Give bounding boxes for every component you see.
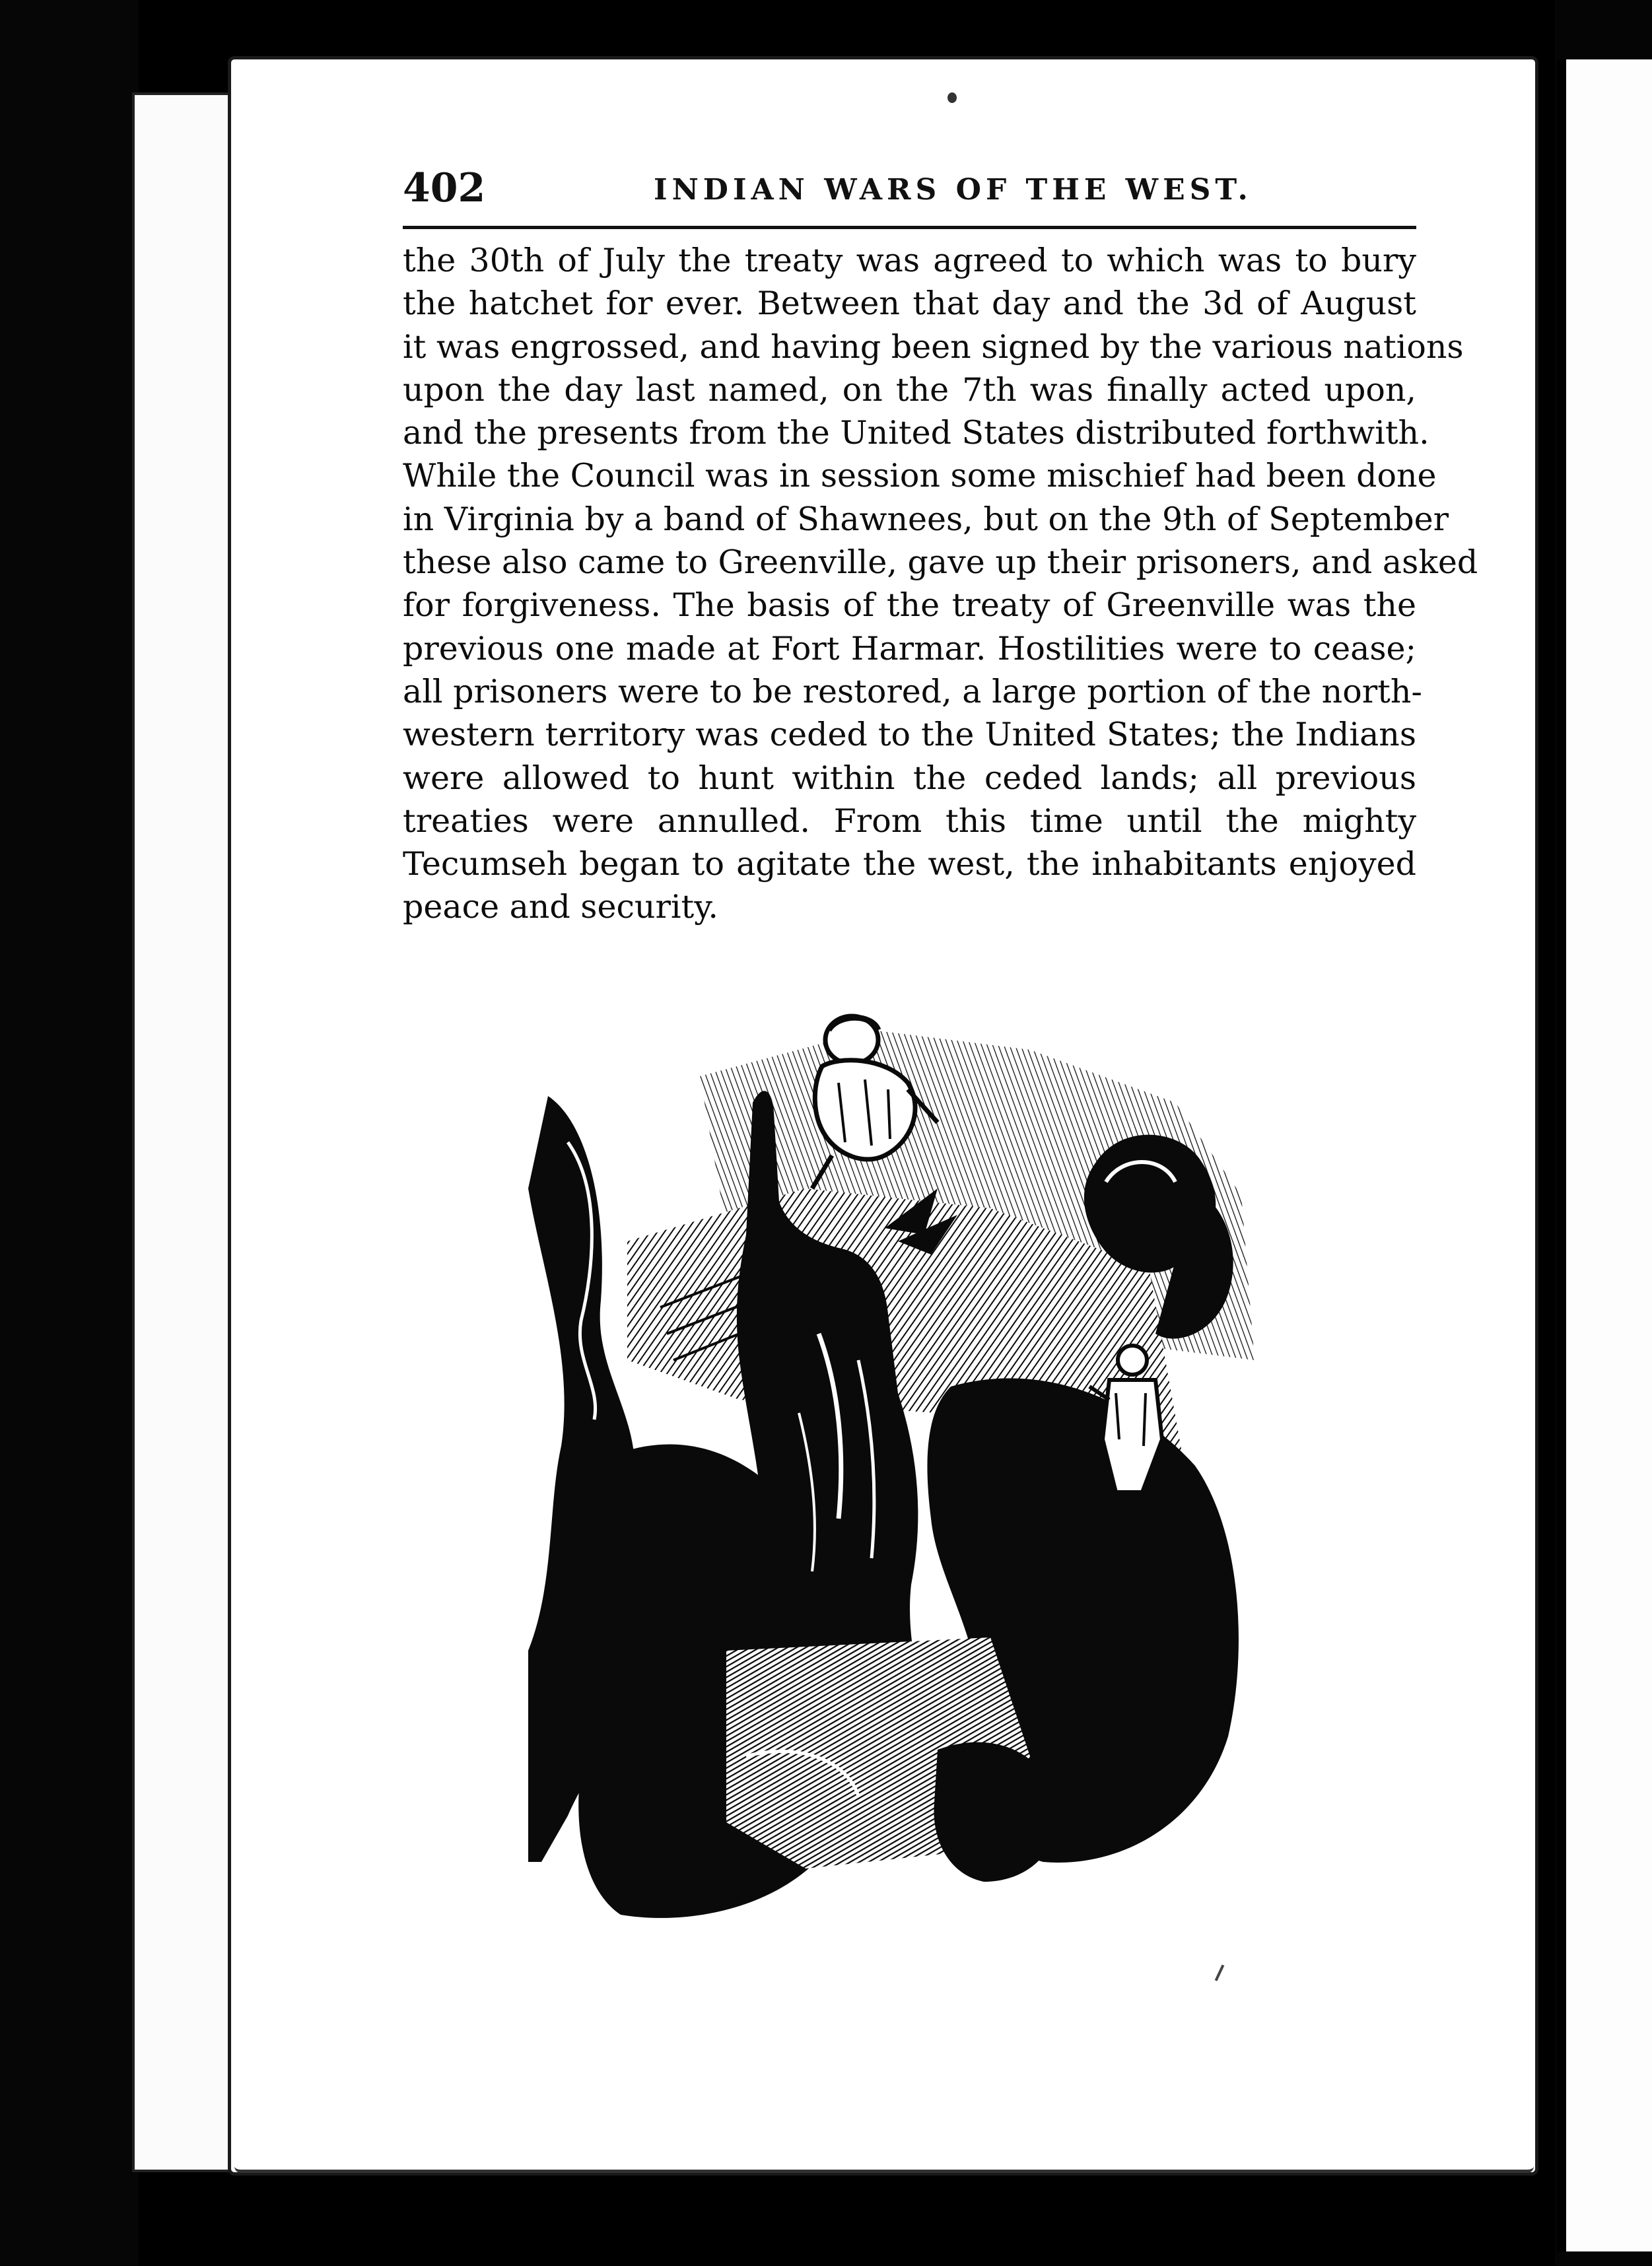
adjacent-page-edge — [1557, 59, 1652, 2251]
text-line: the hatchet for ever. Between that day and the 3d of August — [403, 285, 1416, 323]
page-bottom-edge — [234, 2159, 1534, 2173]
scan-background-left — [0, 0, 139, 2266]
text-line: Tecumseh began to agitate the west, the inhabitants enjoyed — [403, 845, 1416, 883]
text-line: previous one made at Fort Harmar. Hostilities were to cease; — [403, 629, 1416, 668]
running-title: INDIAN WARS OF THE WEST. — [654, 173, 1253, 207]
text-line: these also came to Greenville, gave up their prisoners, and asked — [403, 543, 1478, 582]
text-line: treaties were annulled. From this time until the mighty — [403, 802, 1416, 840]
text-line: all prisoners were to be restored, a large portion of the north- — [403, 672, 1422, 710]
text-line: western territory was ceded to the United States; the Indians — [403, 716, 1416, 754]
text-line: in Virginia by a band of Shawnees, but on the 9th of September — [403, 500, 1449, 538]
text-line: for forgiveness. The basis of the treaty of Greenville was the — [403, 586, 1416, 625]
body-paragraph — [403, 239, 1478, 929]
text-line: it was engrossed, and having been signed by the various nations — [403, 327, 1464, 366]
header-rule — [403, 226, 1416, 229]
text-line: upon the day last named, on the 7th was finally acted upon, — [403, 370, 1416, 409]
page-number: 402 — [403, 165, 486, 211]
text-line: and the presents from the United States distributed forthwith. — [403, 414, 1429, 452]
running-head — [403, 165, 1416, 221]
page-speck — [947, 92, 957, 103]
text-line: the 30th of July the treaty was agreed to which was to bury — [403, 242, 1416, 279]
text-line: peace and security. — [403, 888, 718, 926]
text-line: were allowed to hunt within the ceded lands; all previous — [403, 759, 1416, 797]
woodcut-engraving-icon — [528, 990, 1288, 1941]
text-line: While the Council was in session some mischief had been done — [403, 457, 1437, 495]
